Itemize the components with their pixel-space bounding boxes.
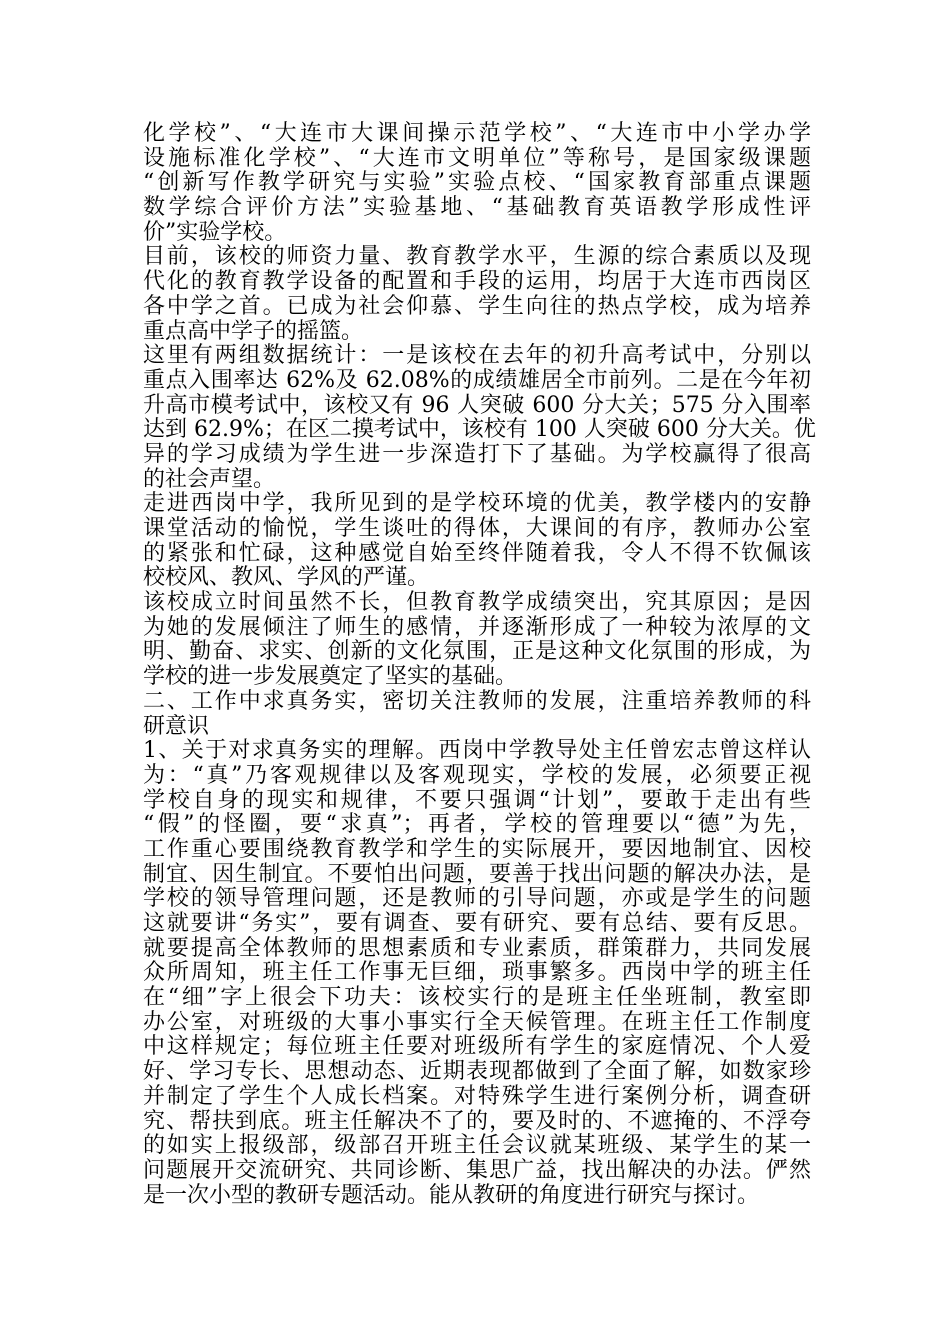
text-line: 走进西岗中学，我所见到的是学校环境的优美，教学楼内的安静 (143, 491, 811, 517)
paragraph-p2 (143, 245, 811, 344)
text-line: 数学综合评价方法”实验基地、“基础教育英语教学形成性评 (143, 195, 811, 221)
text-line: 究、帮扶到底。班主任解决不了的，要及时的、不遮掩的、不浮夸 (143, 1108, 811, 1134)
text-line: 1、关于对求真务实的理解。西岗中学教导处主任曾宏志曾这样认 (143, 738, 811, 764)
text-line: 研意识 (143, 713, 210, 739)
text-line: 各中学之首。已成为社会仰慕、学生向往的热点学校，成为培养 (143, 293, 811, 319)
text-line: 并制定了学生个人成长档案。对特殊学生进行案例分析，调查研 (143, 1083, 811, 1109)
text-line: 设施标准化学校”、“大连市文明单位”等称号，是国家级课题 (143, 145, 811, 171)
text-line: 办公室，对班级的大事小事实行全天候管理。在班主任工作制度 (143, 1009, 811, 1035)
text-line: 该校成立时间虽然不长，但教育教学成绩突出，究其原因；是因 (143, 590, 811, 616)
text-line: 课堂活动的愉悦，学生谈吐的得体，大课间的有序，教师办公室 (143, 516, 811, 541)
text-line: 这就要讲“务实”，要有调查、要有研究、要有总结、要有反思。 (143, 911, 811, 936)
text-line: 问题展开交流研究、共同诊断、集思广益，找出解决的办法。俨然 (143, 1157, 811, 1183)
paragraph-p7 (143, 739, 811, 1208)
text-line: 价”实验学校。 (143, 219, 287, 245)
text-line: 明、勤奋、求实、创新的文化氛围，正是这种文化氛围的形成，为 (143, 639, 811, 665)
text-line: 异的学习成绩为学生进一步深造打下了基础。为学校赢得了很高 (143, 441, 811, 467)
paragraph-p3 (143, 343, 816, 492)
text-line: 工作重心要围绕教育教学和学生的实际展开，要因地制宜、因校 (143, 836, 811, 862)
text-line: 达到 62.9%；在区二摸考试中，该校有 100 人突破 600 分大关。优 (143, 417, 816, 443)
text-line: 为：“真”乃客观规律以及客观现实，学校的发展，必须要正视 (143, 762, 811, 788)
text-line: 好、学习专长、思想动态、近期表现都做到了全面了解，如数家珍 (143, 1059, 811, 1085)
text-line: 化学校”、“大连市大课间操示范学校”、“大连市中小学办学 (143, 121, 811, 146)
text-line: “创新写作教学研究与实验”实验点校、“国家教育部重点课题 (143, 170, 811, 196)
text-line: 重点入围率达 62%及 62.08%的成绩雄居全市前列。二是在今年初 (143, 367, 811, 393)
text-line: 制宜、因生制宜。不要怕出问题，要善于找出问题的解决办法，是 (143, 861, 811, 887)
text-line: 是一次小型的教研专题活动。能从教研的角度进行研究与探讨。 (143, 1182, 760, 1208)
text-line: 在“细”字上很会下功夫：该校实行的是班主任坐班制，教室即 (143, 985, 811, 1011)
text-line: 代化的教育教学设备的配置和手段的运用，均居于大连市西岗区 (143, 269, 811, 295)
text-line: 校校风、教风、学风的严谨。 (143, 565, 430, 591)
text-line: 就要提高全体教师的思想素质和专业素质，群策群力，共同发展 (143, 935, 811, 961)
text-line: 的紧张和忙碌，这种感觉自始至终伴随着我，令人不得不钦佩该 (143, 540, 811, 566)
text-line: 目前，该校的师资力量、教育教学水平，生源的综合素质以及现 (143, 244, 811, 270)
text-line: 中这样规定；每位班主任要对班级所有学生的家庭情况、个人爱 (143, 1034, 811, 1060)
text-line: 众所周知，班主任工作事无巨细，琐事繁多。西岗中学的班主任 (143, 960, 811, 986)
paragraph-p1 (143, 122, 811, 245)
text-line: “假”的怪圈，要“求真”；再者，学校的管理要以“德”为先， (143, 812, 811, 838)
text-line: 学校自身的现实和规律，不要只强调“计划”，要敢于走出有些 (143, 787, 811, 813)
paragraph-p6 (143, 690, 811, 739)
text-line: 二、工作中求真务实，密切关注教师的发展，注重培养教师的科 (143, 688, 811, 714)
paragraph-p5 (143, 591, 811, 690)
text-line: 的如实上报级部，级部召开班主任会议就某班级、某学生的某一 (143, 1133, 811, 1159)
text-line: 为她的发展倾注了师生的感情，并逐渐形成了一种较为浓厚的文 (143, 614, 811, 640)
text-line: 这里有两组数据统计：一是该校在去年的初升高考试中，分别以 (143, 343, 811, 369)
text-line: 学校的领导管理问题，还是教师的引导问题，亦或是学生的问题 (143, 886, 811, 912)
text-line: 学校的进一步发展奠定了坚实的基础。 (143, 664, 518, 690)
text-line: 重点高中学子的摇篮。 (143, 318, 364, 344)
text-line: 升高市模考试中，该校又有 96 人突破 600 分大关；575 分入围率 (143, 392, 811, 418)
paragraph-p4 (143, 492, 811, 591)
document-body (143, 121, 816, 1208)
text-line: 的社会声望。 (143, 466, 276, 492)
